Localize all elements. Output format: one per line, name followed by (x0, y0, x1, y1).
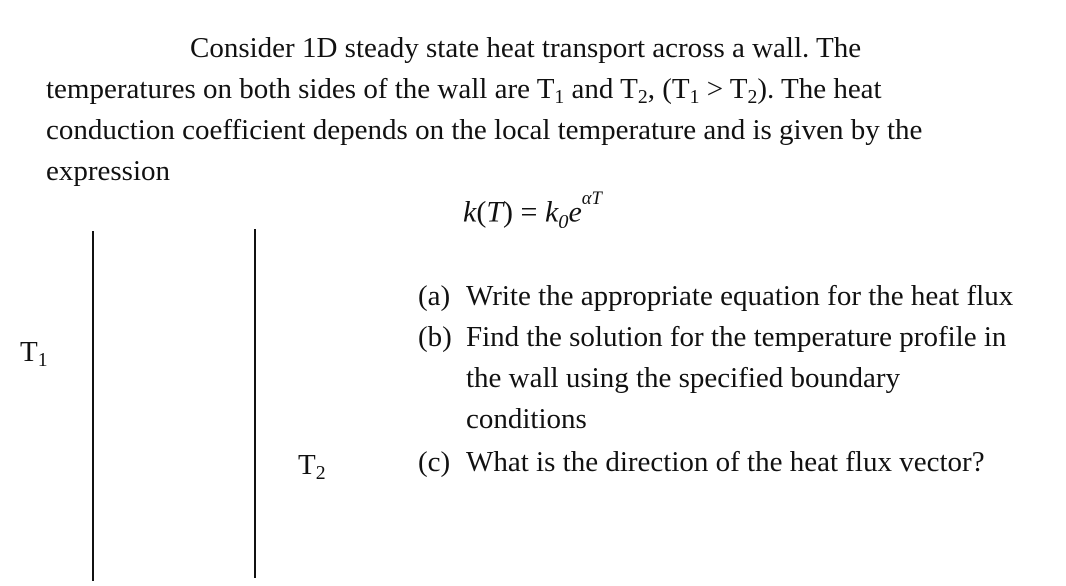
label-t2 (298, 449, 326, 482)
intro-line-1: Consider 1D steady state heat transport across a wall. The (190, 32, 862, 64)
question-line: Find the solution for the temperature profile in (466, 321, 1007, 353)
subscript-2: 2 (637, 85, 648, 108)
question-line: the wall using the specified boundary (466, 362, 901, 394)
subscript-1: 1 (689, 85, 700, 108)
question-label: (b) (418, 321, 452, 353)
eq-k0: k (544, 195, 559, 229)
question-text (466, 442, 1058, 483)
intro-text-c: , (T (647, 73, 690, 105)
question-c (418, 442, 1058, 483)
question-list (418, 276, 1058, 483)
question-a (418, 276, 1058, 317)
intro-text-b: and T (564, 73, 638, 105)
eq-T: T (486, 195, 504, 229)
label-t2-letter: T (298, 449, 316, 481)
question-b (418, 317, 1058, 440)
conductivity-equation: $k(T) = k_0e^{\alpha T}$ (463, 188, 602, 233)
intro-line-2 (46, 69, 1046, 110)
label-t1-subscript: 1 (37, 348, 48, 371)
label-t1 (20, 336, 48, 369)
intro-line-4: expression (46, 155, 171, 187)
wall-right-boundary (254, 229, 256, 578)
label-t2-subscript: 2 (315, 461, 326, 484)
eq-equals: = (513, 195, 545, 229)
eq-k0-subscript: 0 (558, 210, 569, 233)
intro-line-3: conduction coefficient depends on the local temperature and is given by the (46, 114, 923, 146)
question-text (466, 276, 1058, 317)
label-t1-letter: T (20, 336, 38, 368)
intro-text-e: ). The heat (757, 73, 882, 105)
eq-k: k (463, 195, 477, 229)
wall-left-boundary (92, 231, 94, 581)
intro-text-d: > T (699, 73, 748, 105)
intro-text-a: temperatures on both sides of the wall are T (46, 73, 555, 105)
subscript-1: 1 (554, 85, 565, 108)
eq-exponent: αT (581, 188, 602, 209)
question-line: What is the direction of the heat flux vector? (466, 446, 985, 478)
question-line: Write the appropriate equation for the heat flux (466, 280, 1014, 312)
question-line: conditions (466, 403, 587, 435)
question-label: (a) (418, 280, 451, 312)
question-label: (c) (418, 446, 451, 478)
subscript-2: 2 (747, 85, 758, 108)
eq-e: e (568, 195, 582, 229)
problem-statement (46, 28, 1046, 192)
question-text (466, 317, 1058, 440)
